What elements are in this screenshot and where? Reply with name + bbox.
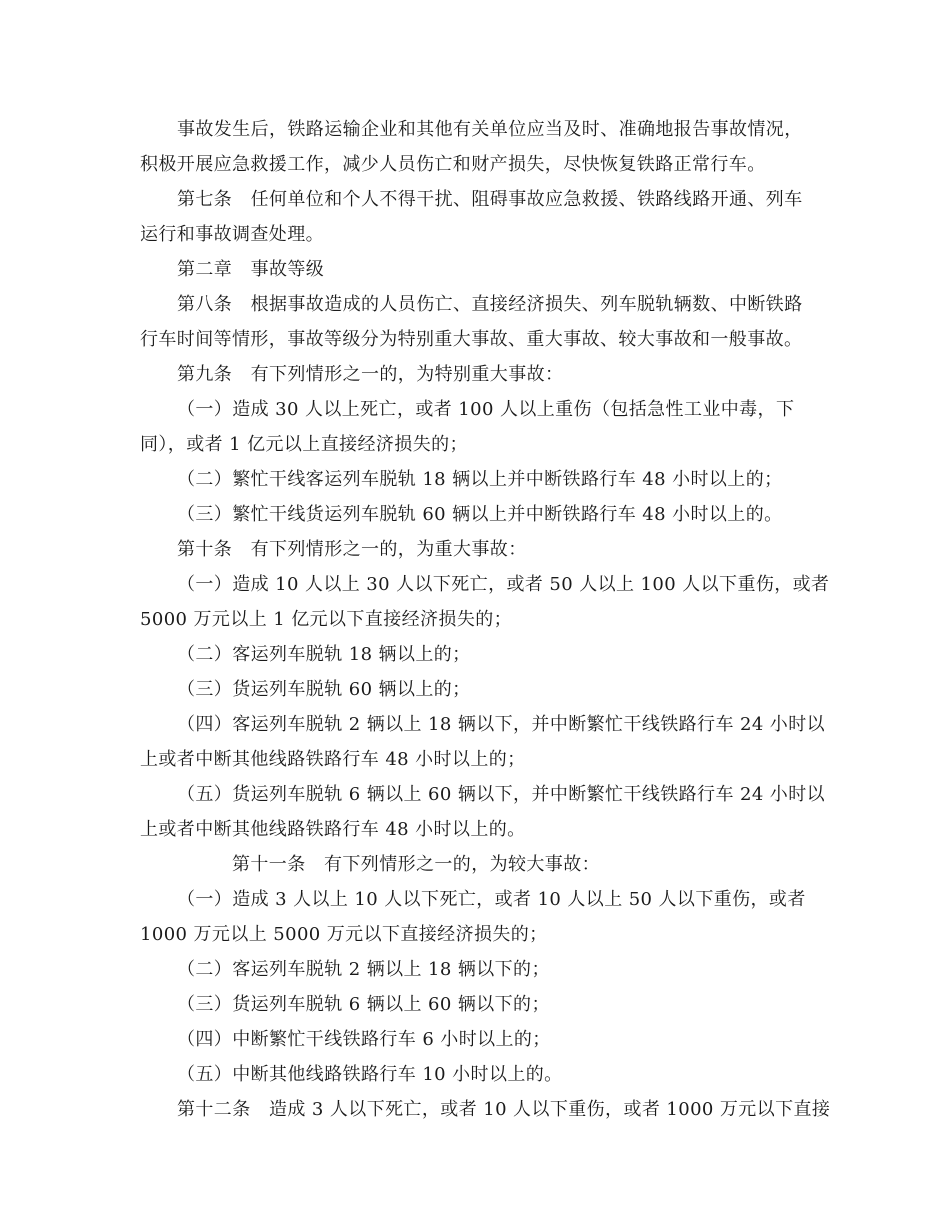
paragraph-line: 运行和事故调查处理。	[140, 224, 324, 245]
article-heading-line: 第十二条 造成 3 人以下死亡，或者 10 人以下重伤，或者 1000 万元以下直接	[177, 1099, 831, 1120]
paragraph-line: 上或者中断其他线路铁路行车 48 小时以上的。	[140, 819, 526, 840]
article-heading-line: 第九条 有下列情形之一的，为特别重大事故：	[177, 364, 564, 385]
article-heading-line: 第七条 任何单位和个人不得干扰、阻碍事故应急救援、铁路线路开通、列车	[177, 189, 803, 210]
list-item-line: （三）繁忙干线货运列车脱轨 60 辆以上并中断铁路行车 48 小时以上的。	[177, 504, 783, 525]
paragraph-line: 1000 万元以上 5000 万元以下直接经济损失的；	[140, 924, 548, 945]
list-item-line: （三）货运列车脱轨 60 辆以上的；	[177, 679, 471, 700]
list-item-line: （二）客运列车脱轨 2 辆以上 18 辆以下的；	[177, 959, 550, 980]
paragraph-line: 积极开展应急救援工作，减少人员伤亡和财产损失，尽快恢复铁路正常行车。	[140, 154, 766, 175]
article-heading-line: 第八条 根据事故造成的人员伤亡、直接经济损失、列车脱轨辆数、中断铁路	[177, 294, 803, 315]
list-item-line: （五）中断其他线路铁路行车 10 小时以上的。	[177, 1064, 563, 1085]
list-item-line: （三）货运列车脱轨 6 辆以上 60 辆以下的；	[177, 994, 550, 1015]
list-item-line: （一）造成 10 人以上 30 人以下死亡，或者 50 人以上 100 人以下重伤，或者	[177, 574, 830, 595]
list-item-line: （一）造成 30 人以上死亡，或者 100 人以上重伤（包括急性工业中毒，下	[177, 399, 795, 420]
paragraph-line: 上或者中断其他线路铁路行车 48 小时以上的；	[140, 749, 526, 770]
list-item-line: （二）客运列车脱轨 18 辆以上的；	[177, 644, 471, 665]
list-item-line: （一）造成 3 人以上 10 人以下死亡，或者 10 人以上 50 人以下重伤，或者	[177, 889, 806, 910]
chapter-heading: 第二章 事故等级	[177, 259, 325, 280]
list-item-line: （四）中断繁忙干线铁路行车 6 小时以上的；	[177, 1029, 551, 1050]
paragraph-line: 5000 万元以上 1 亿元以下直接经济损失的；	[140, 609, 513, 630]
paragraph-line: 行车时间等情形，事故等级分为特别重大事故、重大事故、较大事故和一般事故。	[140, 329, 803, 350]
paragraph-line: 同），或者 1 亿元以上直接经济损失的；	[140, 434, 468, 455]
list-item-line: （四）客运列车脱轨 2 辆以上 18 辆以下，并中断繁忙干线铁路行车 24 小时以	[177, 714, 825, 735]
list-item-line: （二）繁忙干线客运列车脱轨 18 辆以上并中断铁路行车 48 小时以上的；	[177, 469, 783, 490]
paragraph-line: 事故发生后，铁路运输企业和其他有关单位应当及时、准确地报告事故情况，	[177, 119, 803, 140]
article-heading-line: 第十条 有下列情形之一的，为重大事故：	[177, 539, 527, 560]
list-item-line: （五）货运列车脱轨 6 辆以上 60 辆以下，并中断繁忙干线铁路行车 24 小时以	[177, 784, 825, 805]
article-heading-line: 第十一条 有下列情形之一的，为较大事故：	[232, 854, 600, 875]
